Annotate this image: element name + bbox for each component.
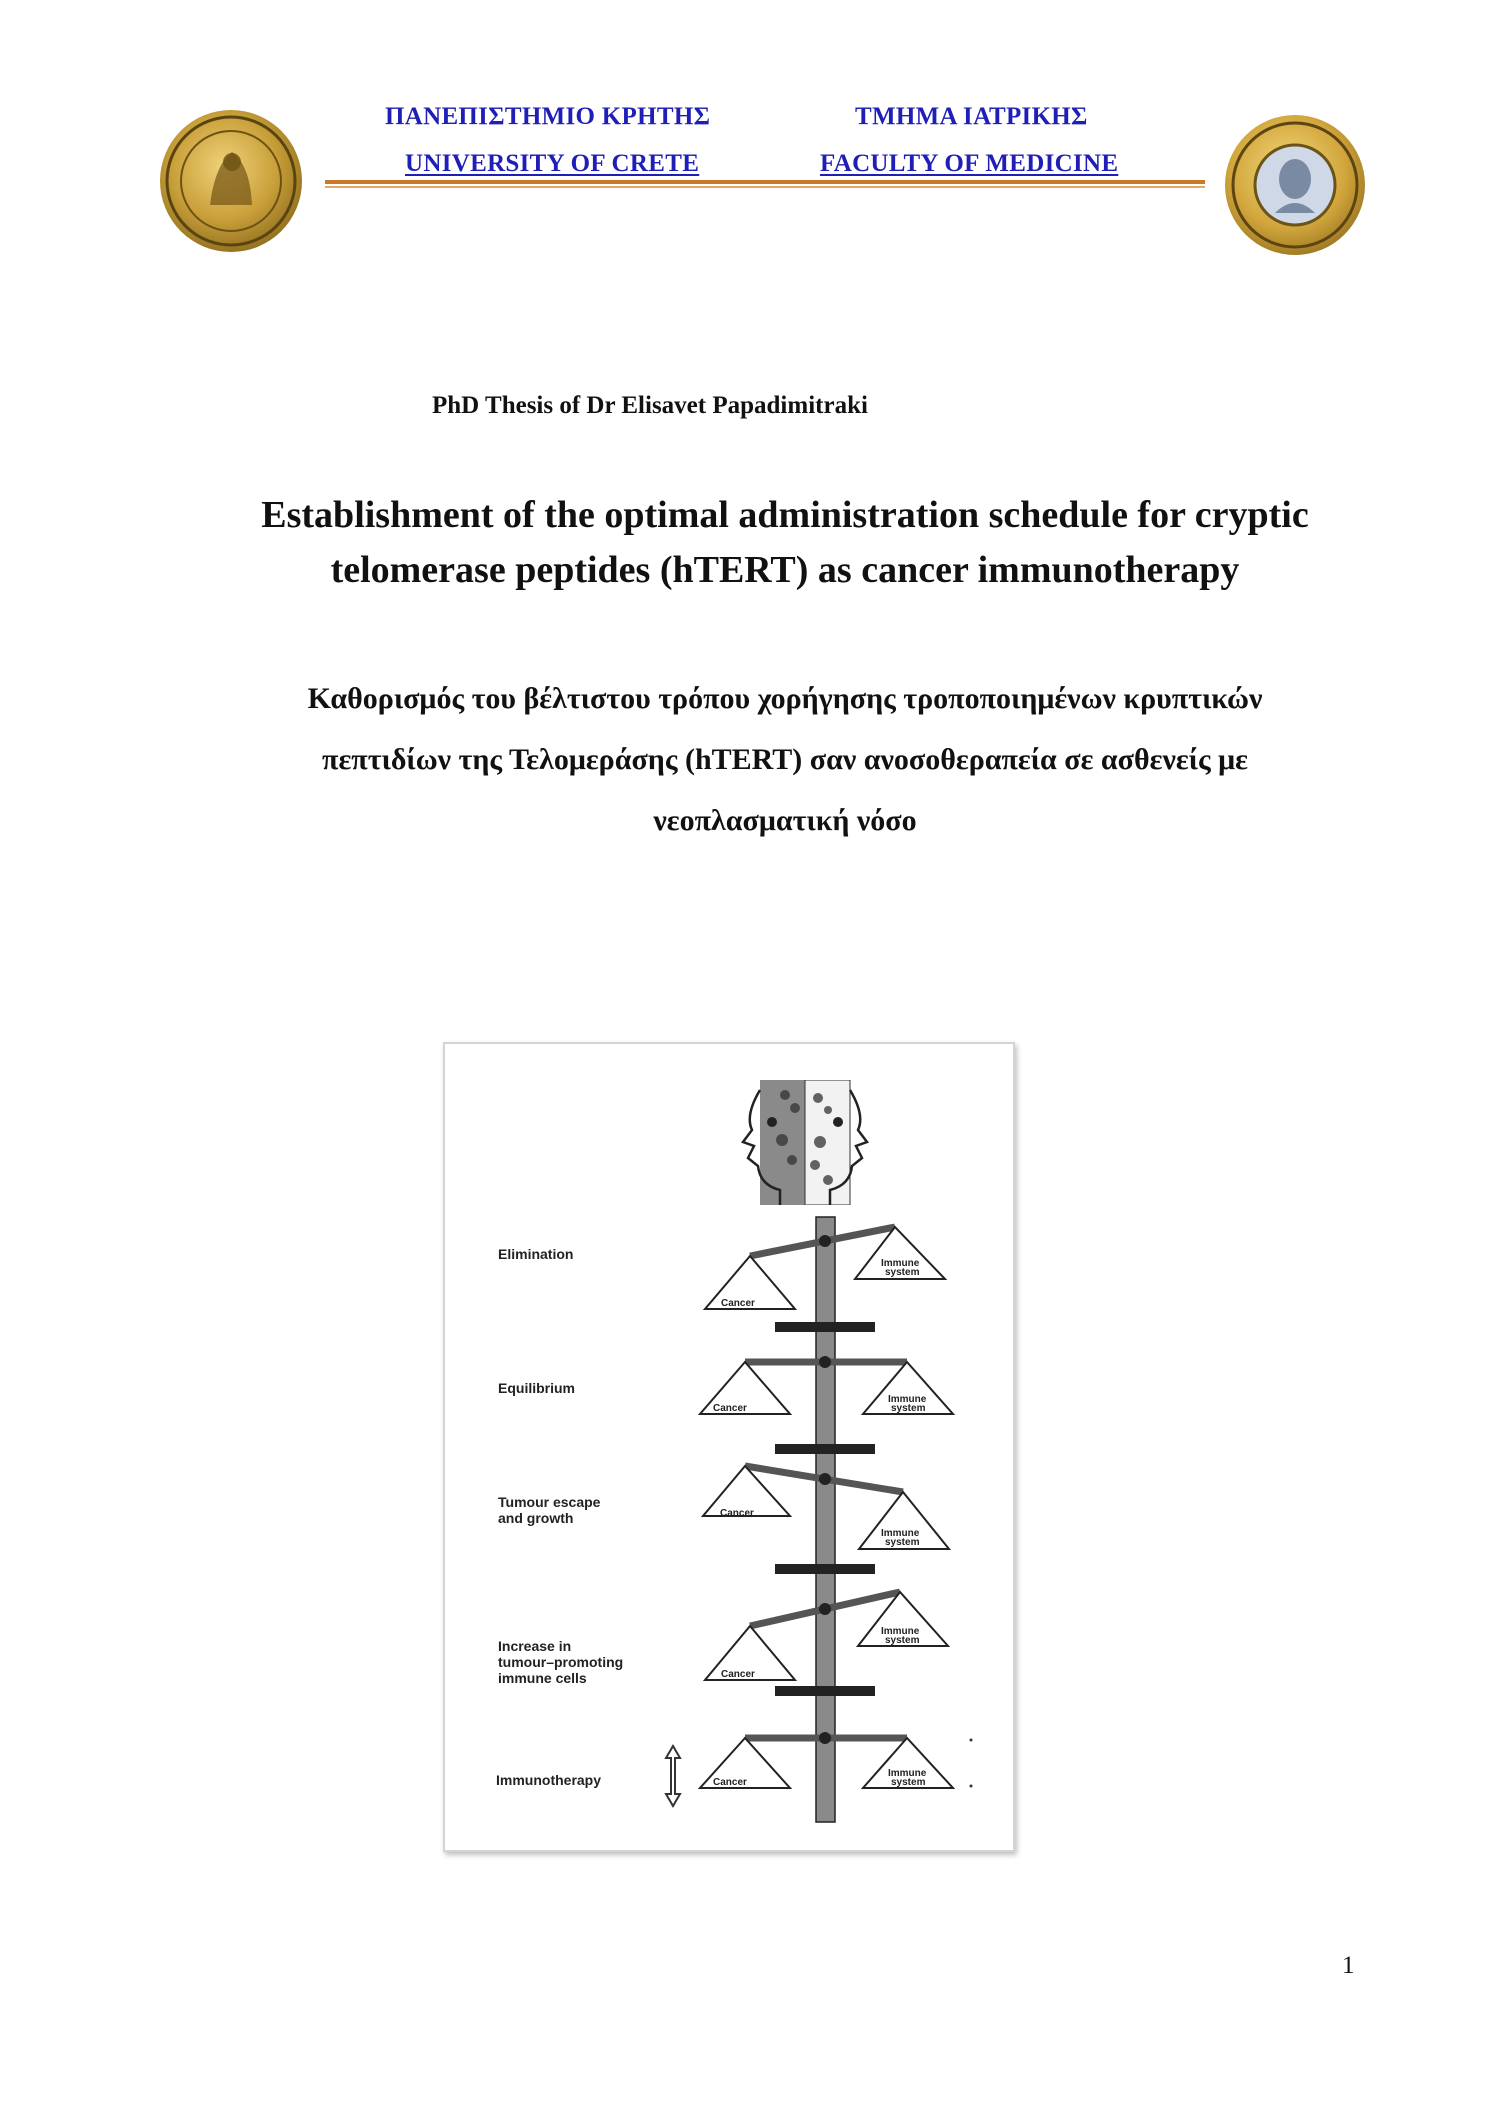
- stage-label-tumour-promoting: Increase in tumour–promoting immune cells: [498, 1638, 624, 1686]
- thesis-title-en: [200, 488, 1370, 598]
- tumour-promoting-right-pan-label-2: system: [885, 1635, 920, 1646]
- thesis-author: PhD Thesis of Dr Elisavet Papadimitraki: [432, 392, 868, 419]
- tumour-escape-right-pan-label-2: system: [885, 1537, 920, 1548]
- faculty-seal-logo: [1225, 115, 1365, 255]
- scale-pole: [816, 1217, 835, 1822]
- page-number: 1: [1342, 1952, 1355, 1979]
- equilibrium-right-pan-label-1: Immune: [888, 1394, 927, 1405]
- tumour-escape-right-pan-label-1: Immune: [881, 1528, 920, 1539]
- header-rule: [325, 180, 1205, 184]
- thesis-title-gr-line2: πεπτιδίων της Τελομεράσης (hTERT) σαν ανοσοθεραπεία σε ασθενείς με: [322, 743, 1248, 776]
- thesis-title-en-line1: Establishment of the optimal administration schedule for cryptic: [261, 494, 1309, 536]
- elimination-right-pan-label-2: system: [885, 1267, 920, 1278]
- thesis-title-gr: [200, 668, 1370, 851]
- tumour-promoting-left-pan-label: Cancer: [721, 1669, 755, 1680]
- equilibrium-right-pan-label-2: system: [891, 1403, 926, 1414]
- balance-scales-diagram: [445, 1044, 1013, 1850]
- stage-label-immunotherapy: Immunotherapy: [496, 1772, 602, 1788]
- thesis-title-gr-line3: νεοπλασματική νόσο: [653, 804, 917, 837]
- immunoediting-figure: [443, 1042, 1015, 1852]
- header-greek-faculty: ΤΜΗΜΑ ΙΑΤΡΙΚΗΣ: [855, 103, 1088, 130]
- elimination-right-pan-label-1: Immune: [881, 1258, 920, 1269]
- header-english-university[interactable]: UNIVERSITY OF CRETE: [405, 150, 700, 177]
- immunotherapy-left-pan-label: Cancer: [713, 1777, 747, 1788]
- scale-immunotherapy: [700, 1732, 973, 1788]
- header-english-faculty[interactable]: FACULTY OF MEDICINE: [820, 150, 1119, 177]
- equilibrium-left-pan-label: Cancer: [713, 1403, 747, 1414]
- immunotherapy-right-pan-label-2: system: [891, 1777, 926, 1788]
- stage-label-elimination: Elimination: [498, 1246, 574, 1262]
- stage-label-tumour-escape: Tumour escape and growth: [498, 1494, 601, 1526]
- tumour-promoting-right-pan-label-1: Immune: [881, 1626, 920, 1637]
- tumour-escape-left-pan-label: Cancer: [720, 1508, 754, 1519]
- header-rule-secondary: [325, 186, 1205, 188]
- stage-label-equilibrium: Equilibrium: [498, 1380, 575, 1396]
- immunotherapy-right-pan-label-1: Immune: [888, 1768, 927, 1779]
- header-greek-university: ΠΑΝΕΠΙΣΤΗΜΙΟ ΚΡΗΤΗΣ: [385, 103, 711, 130]
- university-seal-logo: [160, 110, 302, 252]
- elimination-left-pan-label: Cancer: [721, 1298, 755, 1309]
- thesis-title-gr-line1: Καθορισμός του βέλτιστου τρόπου χορήγησης τροποποιημένων κρυπτικών: [307, 682, 1263, 715]
- thesis-title-en-line2: telomerase peptides (hTERT) as cancer immunotherapy: [330, 549, 1240, 591]
